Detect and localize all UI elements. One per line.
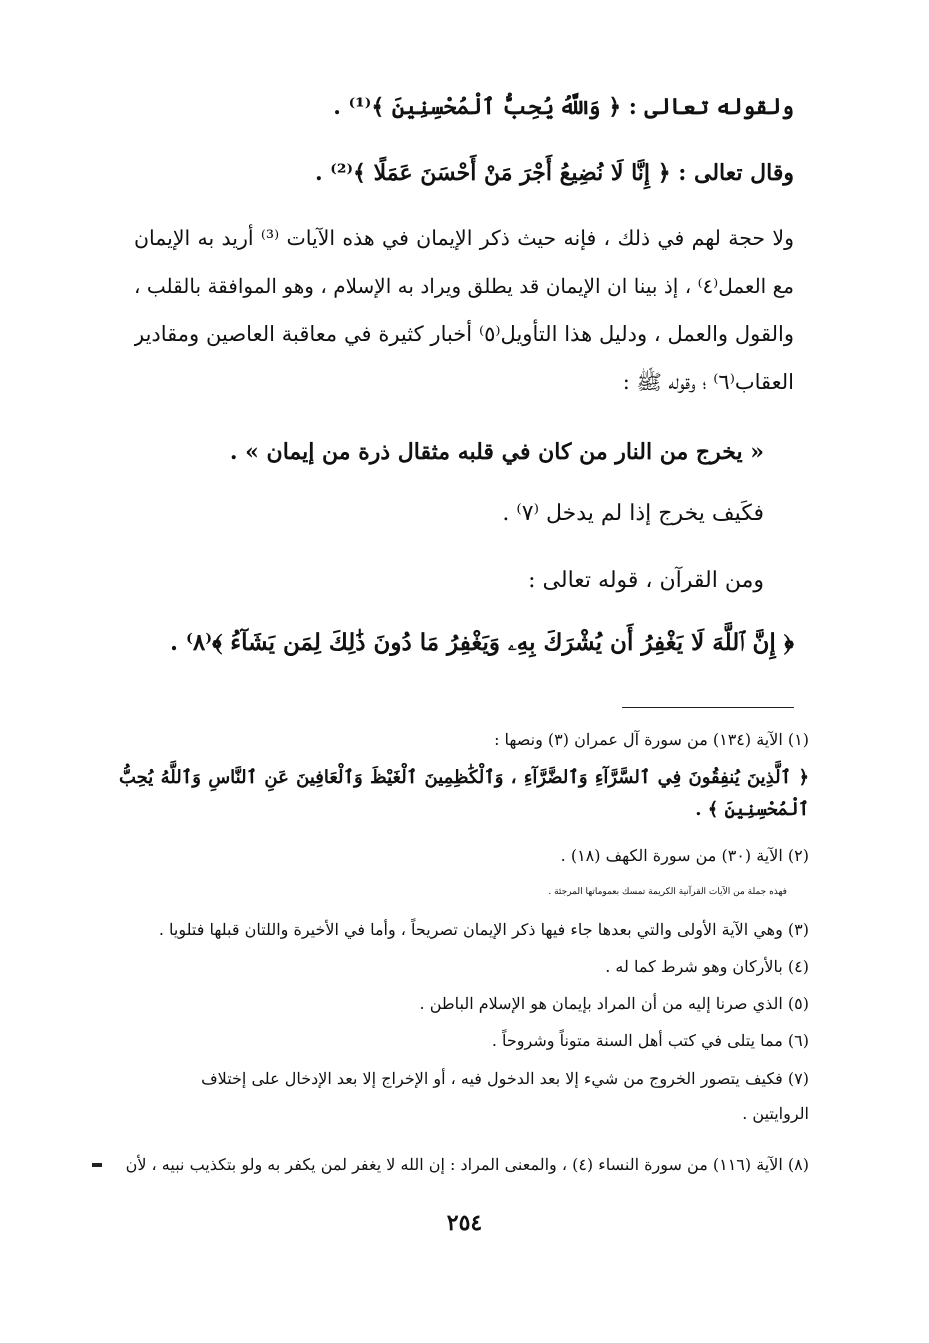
paragraph-line: ولا حجة لهم في ذلك ، فإنه حيث ذكر الإيمان في هذه الآيات ⁽³⁾ أريد به الإيمان — [134, 226, 794, 250]
quran-verse-nisa: ﴿ إِنَّ ٱللَّهَ لَا يَغْفِرُ أَن يُشْرَكَ بِهِۦ وَيَغْفِرُ مَا دُونَ ذَٰلِكَ لِمَن يَشَآءُ ﴾⁽٨⁾ . — [169, 629, 794, 656]
footnote-verse-line: ﴿ ٱلَّذِينَ يُنفِقُونَ فِي ٱلسَّرَّآءِ وَٱلضَّرَّآءِ ، وَٱلْكَٰظِمِينَ ٱلْغَيْظَ وَٱلْعَافِينَ عَنِ ٱلنَّاسِ وَٱللَّهُ يُحِبُّ — [119, 767, 809, 788]
footnote-1: (١) الآية (١٣٤) من سورة آل عمران (٣) ونصها : — [494, 730, 809, 749]
footnote-2: (٢) الآية (٣٠) من سورة الكهف (١٨) . — [560, 846, 809, 865]
argument-paragraph — [134, 214, 794, 406]
footnote-separator — [622, 707, 794, 708]
hadith-quote: « يخرج من النار من كان في قلبه مثقال ذرة من إيمان » . — [229, 439, 764, 465]
continuation-mark — [92, 1163, 102, 1167]
page-number: ٢٥٤ — [446, 1210, 483, 1236]
footnote-4: (٤) بالأركان وهو شرط كما له . — [605, 957, 809, 976]
paragraph-line: والقول والعمل ، ودليل هذا التأويل⁽٥⁾ أخبار كثيرة في معاقبة العاصين ومقادير — [134, 322, 794, 346]
line-quran-ihsan: ولقوله تعالى : ﴿ وَاللَّهُ يُحِبُّ ٱلْمُحْسِنِينَ ﴾⁽¹⁾ . — [333, 94, 794, 120]
footnote-1-verse — [119, 762, 809, 826]
quran-intro-line: ومن القرآن ، قوله تعالى : — [528, 568, 764, 593]
footnote-verse-line: ٱلْمُحْسِنِينَ ﴾ . — [695, 799, 809, 820]
footnote-3: (٣) وهي الآية الأولى والتي بعدها جاء فيها ذكر الإيمان تصريحاً ، وأما في الأخيرة واللتان قبلها فتلويا . — [158, 920, 809, 939]
footnote-2-note: فهذه جملة من الآيات القرآنية الكريمة تمسك بعموماتها المرجئة . — [548, 887, 787, 897]
footnote-6: (٦) مما يتلى في كتب أهل السنة متوناً وشروحاً . — [491, 1031, 809, 1050]
footnote-5: (٥) الذي صرنا إليه من أن المراد بإيمان هو الإسلام الباطن . — [419, 994, 809, 1013]
paragraph-line: مع العمل⁽٤⁾ ، إذ بينا ان الإيمان قد يطلق ويراد به الإسلام ، وهو الموافقة بالقلب ، — [134, 274, 794, 298]
footnote-7a: (٧) فكيف يتصور الخروج من شيء إلا بعد الدخول فيه ، أو الإخراج إلا بعد الإدخال على إختلاف — [201, 1069, 809, 1088]
footnote-7b: الروايتين . — [742, 1104, 809, 1123]
paragraph-line: العقاب⁽٦⁾ ؛ وقوله ﷺ : — [622, 370, 794, 394]
question-line: فكَيف يخرج إذا لم يدخل ⁽٧⁾ . — [502, 501, 764, 526]
line-quran-ajr: وقال تعالى : ﴿ إِنَّا لَا نُضِيعُ أَجْرَ مَنْ أَحْسَنَ عَمَلًا ﴾⁽²⁾ . — [314, 160, 794, 186]
footnote-8: (٨) الآية (١١٦) من سورة النساء (٤) ، والمعنى المراد : إن الله لا يغفر لمن يكفر به ولو بتكذيب نبيه ، لأن — [125, 1155, 809, 1174]
